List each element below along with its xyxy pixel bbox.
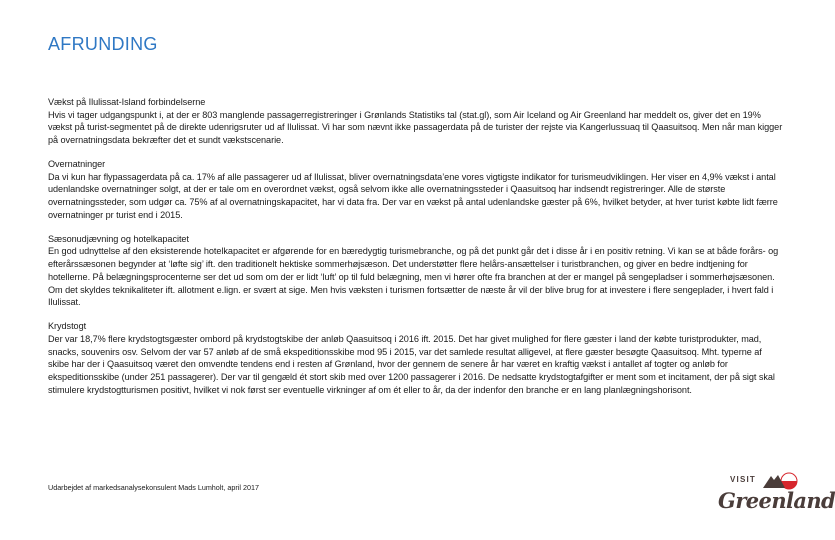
section-paragraph: Hvis vi tager udgangspunkt i, at der er 803 manglende passagerregistreringer i Grønlands Statistiks tal (stat.gl), som Air Iceland og Air Greenland har meddelt os, giver det en 19% vækst på turist-segmentet på de direkte udenrigsruter ud af Ilulissat. Vi har som nævnt ikke passagerdata på de turister der rejste via Kangerlussuaq til Qaasuitsoq. Men når man kigger på overnatningsdata bekræfter det et sundt vækstscenarie.: [48, 109, 783, 146]
section-heading: Overnatninger: [48, 159, 106, 169]
section-paragraph: Der var 18,7% flere krydstogtsgæster ombord på krydstogtskibe der anløb Qaasuitsoq i 2016 ift. 2015. Det har givet mulighed for flere gæster i land der købte turistprodukter, mad, snacks, souvenirs osv. Selvom der var 57 anløb af de små ekspeditionsskibe mod 95 i 2015, var det samlede resultat alligevel, at flere gæster besøgte Qaasuitsoq. Mht. typerne af skibe har der i Qaasuitsoq været den omvendte tendens end i resten af Grønland, hvor der gennem de senere år har været en kraftig vækst i antallet af togter og anløb for ekspeditionsskibe (under 251 passagerer). Der var til gengæld ét stort skib med over 1200 passagerer i 2016. De nedsatte krydstogtafgifter er ment som et incitament, der på sigt skal stimulere krydstogtturismen positivt, hvilket vi nok først ser eventuelle virkninger af om ét eller to år, da der indenfor den branche er en lang planlægningshorisont.: [48, 333, 775, 395]
section-overnatninger: [48, 158, 783, 222]
section-paragraph: En god udnyttelse af den eksisterende hotelkapacitet er afgørende for en bæredygtig turismebranche, og på det punkt går det i disse år i en positiv retning. Vi kan se at både forårs- og efterårssæsonen begynder at ‘løfte sig’ ift. den traditionelt hektiske sommerhøjsæson. Det understøtter flere helårs-ansættelser i turistbranchen, og giver en bedre indtjening for hotellerne. På belægningsprocenterne ser det ud som om der er lidt ‘luft’ op til fuld belægning, men vi hører ofte fra branchen at der er mangel på sengepladser i sommerhøjsæsonen. Om det skyldes teknikaliteter ift. allotment e.lign. er svært at sige. Men hvis væksten i turismen fortsætter de næste år vil der blive brug for at investere i flere sengeplader, i hvert fald i Ilulissat.: [48, 246, 779, 308]
author-note: Udarbejdet af markedsanalysekonsulent Mads Lumholt, april 2017: [48, 483, 259, 492]
section-vaekst: [48, 96, 783, 147]
logo-greenland-text: Greenland: [718, 488, 835, 513]
section-saesonudjaevning: [48, 233, 783, 309]
section-paragraph: Da vi kun har flypassagerdata på ca. 17% af alle passagerer ud af Ilulissat, bliver overnatningsdata’ene vores vigtigste indikator for turismeudviklingen. Her viser en 4,9% vækst i antal udenlandske overnatninger solgt, at der er tale om en overordnet vækst, også selvom ikke alle overnatningssteder i Qaasuitsoq har indsendt registreringer. Alle de største overnatningssteder, som udgør ca. 75% af al overnatningskapacitet, har vi data fra. Der var en vækst på antal udenlandske gæster på 6%, hvilket betyder, at hver turist købte lidt færre overnatninger pr turist end i 2015.: [48, 171, 778, 220]
section-krydstogt: [48, 320, 783, 396]
section-heading: Krydstogt: [48, 321, 87, 332]
section-heading: Sæsonudjævning og hotelkapacitet: [48, 233, 189, 244]
visit-greenland-logo: [716, 470, 835, 530]
section-heading: Vækst på Ilulissat-Island forbindelserne: [48, 97, 206, 107]
logo-visit-text: VISIT: [730, 475, 757, 484]
document-body: [48, 96, 783, 408]
page-title: AFRUNDING: [48, 34, 158, 54]
